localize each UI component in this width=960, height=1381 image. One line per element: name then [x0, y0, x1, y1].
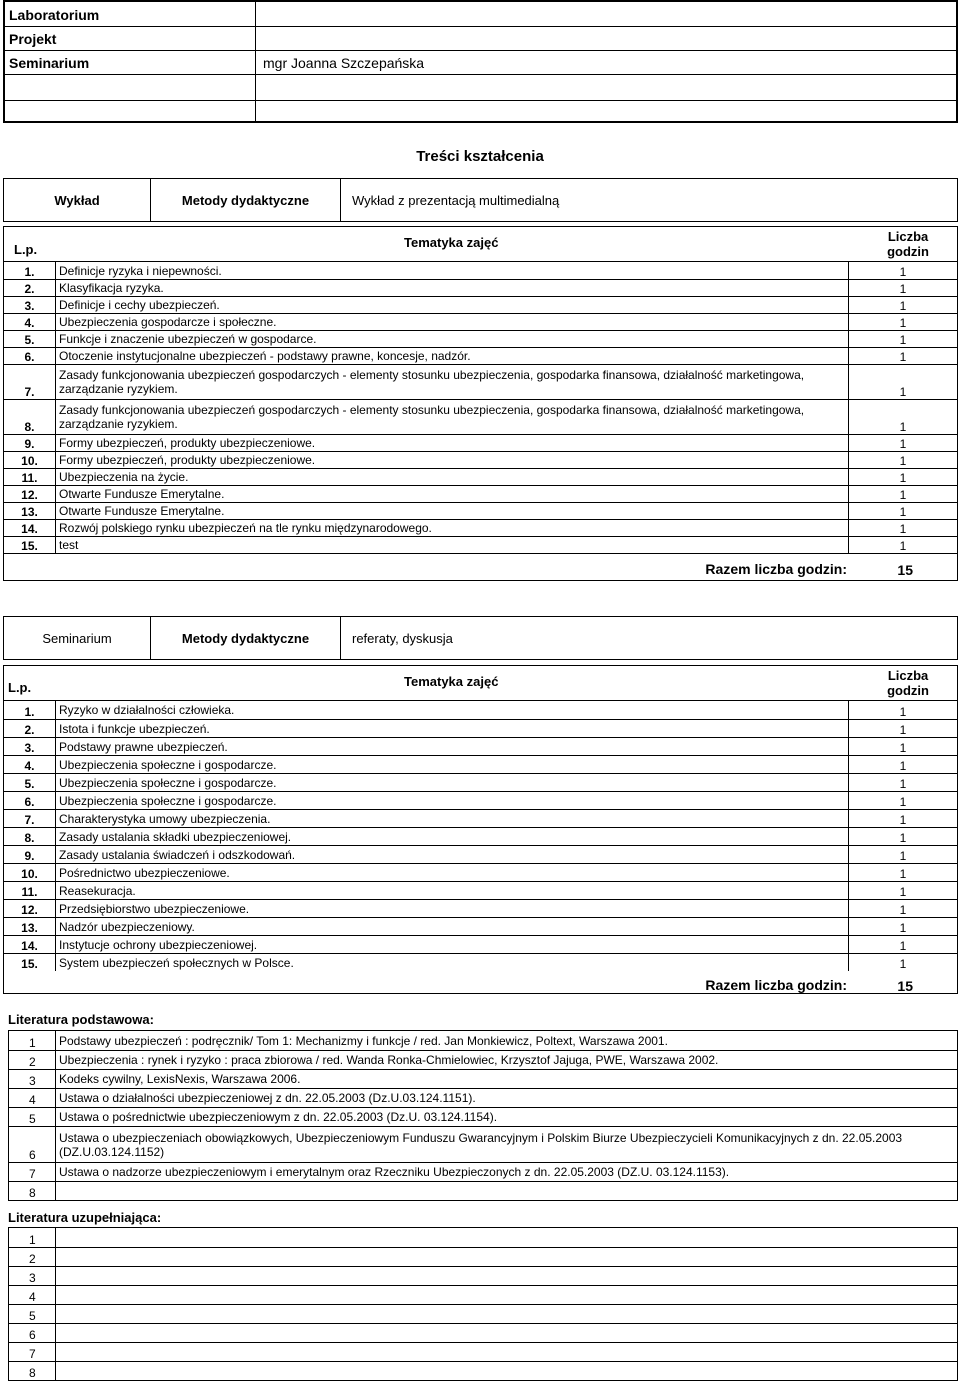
table-row: [4, 536, 957, 553]
row-number: 10.: [4, 452, 56, 468]
literature-row: [9, 1361, 957, 1380]
row-number: 13.: [4, 503, 56, 519]
hours-header: [887, 668, 929, 698]
row-hours: 1: [848, 846, 957, 863]
row-topic: Zasady ustalania składki ubezpieczeniowej.: [59, 829, 292, 844]
row-topic: Otwarte Fundusze Emerytalne.: [59, 487, 225, 501]
literature-basic-table: [8, 1030, 958, 1201]
row-hours: 1: [848, 469, 957, 485]
hours-header-line1: Liczba: [887, 668, 929, 683]
row-topic: Podstawy prawne ubezpieczeń.: [59, 739, 228, 754]
row-topic: Ubezpieczenia społeczne i gospodarcze.: [59, 757, 277, 772]
row-hours: 1: [848, 331, 957, 347]
table-row: [4, 262, 957, 279]
literature-text: [57, 1182, 957, 1200]
table-row: [4, 755, 957, 773]
lecture-total-label: Razem liczba godzin:: [705, 561, 847, 577]
row-number: 3.: [4, 738, 56, 755]
literature-number: 8: [9, 1362, 56, 1380]
row-number: 2.: [4, 280, 56, 296]
row-hours: 1: [848, 828, 957, 845]
row-topic: Klasyfikacja ryzyka.: [59, 281, 164, 295]
literature-row: [9, 1050, 957, 1069]
row-hours: 1: [848, 936, 957, 953]
row-topic: Instytucje ochrony ubezpieczeniowej.: [59, 937, 258, 952]
row-topic: Otwarte Fundusze Emerytalne.: [59, 504, 225, 518]
hours-header-line2: godzin: [887, 683, 929, 698]
row-hours: 1: [848, 262, 957, 279]
seminar-topics-table: [3, 665, 958, 994]
lecture-total-row: [4, 553, 957, 585]
literature-row: [9, 1304, 957, 1323]
literature-number: 3: [9, 1267, 56, 1285]
row-topic: Charakterystyka umowy ubezpieczenia.: [59, 811, 271, 826]
row-topic: Ubezpieczenia na życie.: [59, 470, 189, 484]
top-info-box: [3, 0, 958, 123]
row-hours: 1: [848, 520, 957, 536]
table-row: [4, 773, 957, 791]
table-row: [4, 719, 957, 737]
lp-header: L.p.: [14, 242, 38, 257]
row-hours: 1: [848, 774, 957, 791]
table-row: [4, 791, 957, 809]
row-number: 6.: [4, 348, 56, 364]
lecture-rows: [4, 261, 957, 553]
literature-extra-title: Literatura uzupełniająca:: [8, 1210, 162, 1225]
table-row: [4, 809, 957, 827]
table-row: [4, 502, 957, 519]
literature-row: [9, 1126, 957, 1162]
row-hours: 1: [848, 400, 957, 434]
literature-row: [9, 1181, 957, 1200]
row-topic: Reasekuracja.: [59, 883, 136, 898]
row-hours: 1: [848, 452, 957, 468]
literature-row: [9, 1228, 957, 1247]
literature-text: [57, 1324, 957, 1342]
row-hours: 1: [848, 435, 957, 451]
literature-row: [9, 1285, 957, 1304]
table-row: [4, 863, 957, 881]
row-hours: 1: [848, 537, 957, 553]
row-number: 9.: [4, 435, 56, 451]
row-topic: Przedsiębiorstwo ubezpieczeniowe.: [59, 901, 250, 916]
literature-text: [57, 1362, 957, 1380]
row-number: 1.: [4, 701, 56, 719]
literature-text: [57, 1228, 957, 1247]
row-number: 5.: [4, 774, 56, 791]
row-topic: Ubezpieczenia społeczne i gospodarcze.: [59, 793, 277, 808]
row-number: 12.: [4, 900, 56, 917]
seminar-methods-label: Metody dydaktyczne: [151, 617, 341, 659]
row-topic: Zasady funkcjonowania ubezpieczeń gospodarczych - elementy stosunku ubezpieczenia, gospodarka finansowa, działalność marketingowa, zarządzanie ryzykiem.: [59, 368, 805, 396]
literature-number: 2: [9, 1051, 56, 1069]
row-hours: 1: [848, 365, 957, 399]
row-topic: Ryzyko w działalności człowieka.: [59, 703, 235, 717]
teacher-name: mgr Joanna Szczepańska: [263, 55, 425, 71]
literature-text: Ubezpieczenia : rynek i ryzyko : praca zbiorowa / red. Wanda Ronka-Chmielowiec, Krzysztof Jajuga, PWE, Warszawa 2002.: [59, 1053, 719, 1067]
literature-row: [9, 1247, 957, 1266]
literature-row: [9, 1266, 957, 1285]
lecture-methods-label: Metody dydaktyczne: [151, 179, 341, 221]
lecture-total-value: 15: [897, 562, 913, 578]
row-topic: test: [59, 538, 79, 552]
row-hours: 1: [848, 882, 957, 899]
row-topic: Formy ubezpieczeń, produkty ubezpieczeniowe.: [59, 453, 316, 467]
row-number: 15.: [4, 537, 56, 553]
row-hours: 1: [848, 738, 957, 755]
literature-row: [9, 1031, 957, 1050]
literature-number: 2: [9, 1248, 56, 1266]
seminar-rows: [4, 700, 957, 971]
literature-number: 6: [9, 1324, 56, 1342]
literature-text: Podstawy ubezpieczeń : podręcznik/ Tom 1: Mechanizmy i funkcje / red. Jan Monkiewicz, Poltext, Warszawa 2001.: [59, 1033, 668, 1048]
literature-row: [9, 1088, 957, 1107]
literature-number: 1: [9, 1031, 56, 1050]
hours-header: [887, 229, 929, 259]
table-row: [4, 468, 957, 485]
row-topic: Pośrednictwo ubezpieczeniowe.: [59, 865, 230, 880]
row-number: 10.: [4, 864, 56, 881]
literature-text: Ustawa o ubezpieczeniach obowiązkowych, Ubezpieczeniowym Funduszu Gwarancyjnym i Polskim Biurze Ubezpieczycieli Komunikacyjnych z dn. 22.05.2003 (DZ.U.03.124.1152): [59, 1130, 903, 1159]
row-number: 12.: [4, 486, 56, 502]
row-number: 4.: [4, 756, 56, 773]
literature-basic-title: Literatura podstawowa:: [8, 1012, 154, 1027]
row-hours: 1: [848, 701, 957, 719]
table-row: [4, 917, 957, 935]
row-number: 11.: [4, 469, 56, 485]
row-topic: Definicje ryzyka i niepewności.: [59, 263, 222, 278]
row-topic: Ubezpieczenia społeczne i gospodarcze.: [59, 775, 277, 790]
table-row: [4, 935, 957, 953]
table-row: [4, 451, 957, 468]
row-number: 4.: [4, 314, 56, 330]
topic-header: Tematyka zajęć: [404, 235, 499, 250]
row-hours: 1: [848, 810, 957, 827]
literature-text: Ustawa o nadzorze ubezpieczeniowym i emerytalnym oraz Rzeczniku Ubezpieczonych z dn. 22.05.2003 (DZ.U. 03.124.1153).: [59, 1165, 730, 1179]
row-number: 11.: [4, 882, 56, 899]
row-hours: 1: [848, 503, 957, 519]
row-number: 8.: [4, 400, 56, 434]
literature-number: 7: [9, 1163, 56, 1181]
table-row: [4, 364, 957, 399]
row-topic: Definicje i cechy ubezpieczeń.: [59, 298, 220, 312]
row-hours: 1: [848, 348, 957, 364]
literature-number: 4: [9, 1089, 56, 1107]
row-number: 6.: [4, 792, 56, 809]
seminar-methods-band: [3, 616, 958, 660]
table-row: [4, 881, 957, 899]
table-header: [4, 227, 957, 261]
lecture-topics-table: [3, 226, 958, 581]
row-topic: Nadzór ubezpieczeniowy.: [59, 919, 195, 934]
literature-text: Kodeks cywilny, LexisNexis, Warszawa 2006.: [59, 1072, 301, 1086]
row-hours: 1: [848, 864, 957, 881]
table-row: [4, 313, 957, 330]
table-row: [4, 899, 957, 917]
hours-header-line2: godzin: [887, 244, 929, 259]
row-topic: Rozwój polskiego rynku ubezpieczeń na tle rynku międzynarodowego.: [59, 521, 432, 535]
row-number: 7.: [4, 365, 56, 399]
literature-row: [9, 1162, 957, 1181]
row-hours: 1: [848, 954, 957, 971]
row-number: 5.: [4, 331, 56, 347]
seminar-total-label: Razem liczba godzin:: [705, 977, 847, 993]
table-row: [4, 279, 957, 296]
seminar-total-value: 15: [897, 978, 913, 994]
row-number: 3.: [4, 297, 56, 313]
row-topic: System ubezpieczeń społecznych w Polsce.: [59, 955, 294, 970]
literature-text: [57, 1343, 957, 1361]
page-title: Treści kształcenia: [416, 148, 544, 165]
table-row: [4, 737, 957, 755]
seminar-methods-value: referaty, dyskusja: [352, 630, 453, 646]
laboratorium-label: Laboratorium: [9, 7, 100, 23]
literature-number: 1: [9, 1228, 56, 1247]
literature-number: 8: [9, 1182, 56, 1200]
seminar-total-row: [4, 971, 957, 995]
row-topic: Istota i funkcje ubezpieczeń.: [59, 721, 210, 736]
literature-text: [57, 1305, 957, 1323]
row-number: 1.: [4, 262, 56, 279]
row-number: 8.: [4, 828, 56, 845]
row-hours: 1: [848, 900, 957, 917]
table-row: [4, 701, 957, 719]
row-topic: Formy ubezpieczeń, produkty ubezpieczeniowe.: [59, 436, 316, 450]
table-row: [4, 347, 957, 364]
row-number: 14.: [4, 520, 56, 536]
hours-header-line1: Liczba: [887, 229, 929, 244]
table-row: [4, 827, 957, 845]
literature-number: 6: [9, 1127, 56, 1162]
table-row: [4, 845, 957, 863]
table-row: [4, 953, 957, 971]
row-hours: 1: [848, 297, 957, 313]
literature-text: [57, 1286, 957, 1304]
row-number: 7.: [4, 810, 56, 827]
lecture-methods-band: [3, 178, 958, 222]
table-row: [4, 296, 957, 313]
row-number: 9.: [4, 846, 56, 863]
row-hours: 1: [848, 720, 957, 737]
row-number: 15.: [4, 954, 56, 971]
literature-row: [9, 1069, 957, 1088]
literature-row: [9, 1323, 957, 1342]
literature-number: 5: [9, 1108, 56, 1126]
row-topic: Otoczenie instytucjonalne ubezpieczeń - podstawy prawne, koncesje, nadzór.: [59, 349, 471, 363]
table-row: [4, 519, 957, 536]
table-row: [4, 399, 957, 434]
literature-number: 5: [9, 1305, 56, 1323]
literature-row: [9, 1342, 957, 1361]
table-row: [4, 485, 957, 502]
lecture-type-label: Wykład: [4, 179, 151, 221]
row-hours: 1: [848, 486, 957, 502]
row-hours: 1: [848, 756, 957, 773]
literature-row: [9, 1107, 957, 1126]
seminarium-label: Seminarium: [9, 55, 90, 71]
row-number: 13.: [4, 918, 56, 935]
projekt-label: Projekt: [9, 31, 57, 47]
table-header: [4, 666, 957, 700]
row-topic: Funkcje i znaczenie ubezpieczeń w gospodarce.: [59, 332, 317, 346]
literature-number: 3: [9, 1070, 56, 1088]
literature-text: [57, 1248, 957, 1266]
lecture-methods-value: Wykład z prezentacją multimedialną: [352, 192, 560, 208]
row-hours: 1: [848, 314, 957, 330]
table-row: [4, 330, 957, 347]
literature-number: 4: [9, 1286, 56, 1304]
literature-number: 7: [9, 1343, 56, 1361]
row-hours: 1: [848, 792, 957, 809]
table-row: [4, 434, 957, 451]
literature-text: [57, 1267, 957, 1285]
row-topic: Zasady funkcjonowania ubezpieczeń gospodarczych - elementy stosunku ubezpieczenia, gospodarka finansowa, działalność marketingowa, zarządzanie ryzykiem.: [59, 403, 805, 431]
row-topic: Zasady ustalania świadczeń i odszkodowań.: [59, 847, 296, 862]
row-hours: 1: [848, 280, 957, 296]
literature-extra-table: [8, 1227, 958, 1381]
literature-text: Ustawa o pośrednictwie ubezpieczeniowym z dn. 22.05.2003 (Dz.U. 03.124.1154).: [59, 1110, 498, 1124]
topic-header: Tematyka zajęć: [404, 674, 499, 689]
row-number: 14.: [4, 936, 56, 953]
seminar-type-label: Seminarium: [4, 617, 151, 659]
lp-header: L.p.: [8, 680, 32, 695]
row-number: 2.: [4, 720, 56, 737]
row-topic: Ubezpieczenia gospodarcze i społeczne.: [59, 315, 277, 329]
row-hours: 1: [848, 918, 957, 935]
literature-text: Ustawa o działalności ubezpieczeniowej z dn. 22.05.2003 (Dz.U.03.124.1151).: [59, 1091, 476, 1105]
